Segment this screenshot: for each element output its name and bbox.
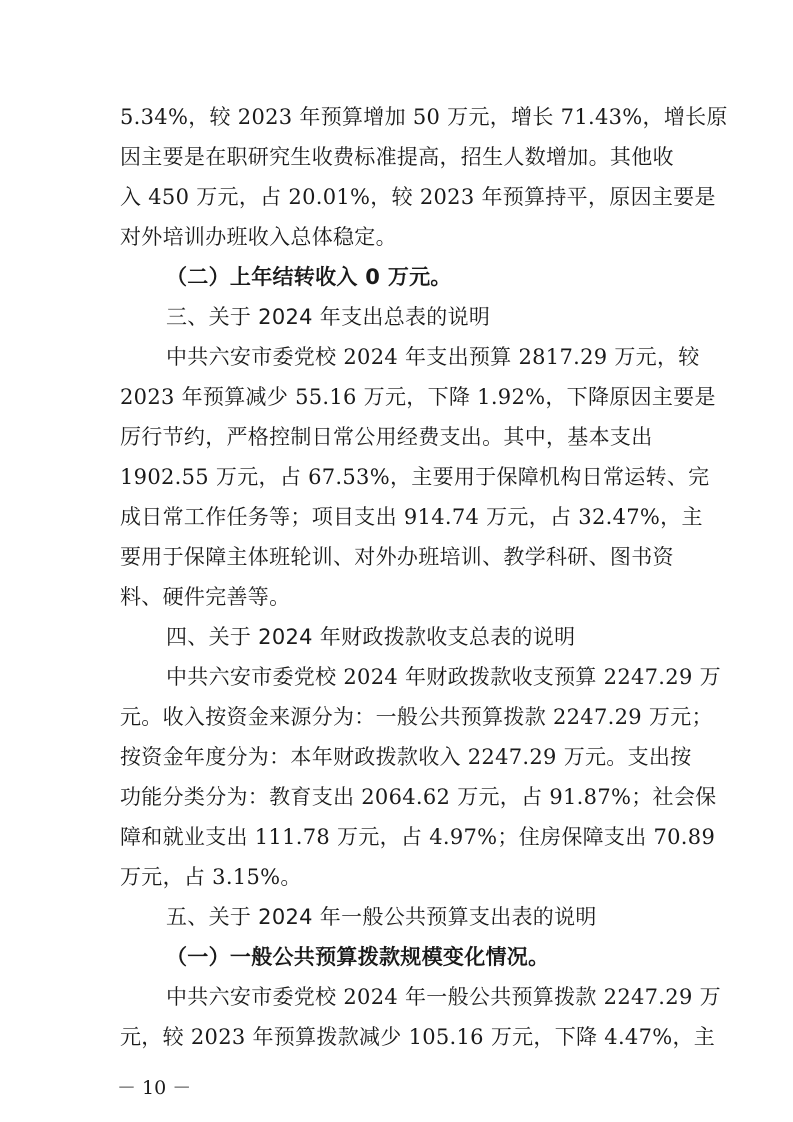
subsection-heading: （二）上年结转收入 0 万元。 (166, 265, 452, 289)
paragraph-line: 厉行节约，严格控制日常公用经费支出。其中，基本支出 (120, 425, 653, 449)
paragraph-line: 元。收入按资金来源分为：一般公共预算拨款 2247.29 万元； (120, 705, 713, 729)
paragraph-line: 中共六安市委党校 2024 年支出预算 2817.29 万元，较 (166, 345, 700, 369)
paragraph-line: 对外培训办班收入总体稳定。 (120, 225, 397, 249)
page-number: － 10 － (117, 1077, 192, 1099)
paragraph-line: 成日常工作任务等；项目支出 914.74 万元，占 32.47%，主 (120, 505, 703, 529)
paragraph-line: 料、硬件完善等。 (120, 585, 291, 609)
paragraph-line: 元，较 2023 年预算拨款减少 105.16 万元，下降 4.47%，主 (120, 1025, 716, 1049)
paragraph-line: 要用于保障主体班轮训、对外办班培训、教学科研、图书资 (120, 545, 674, 569)
paragraph-line: 1902.55 万元，占 67.53%，主要用于保障机构日常运转、完 (120, 465, 710, 489)
paragraph-line: 5.34%，较 2023 年预算增加 50 万元，增长 71.43%，增长原 (120, 105, 728, 129)
paragraph-line: 中共六安市委党校 2024 年财政拨款收支预算 2247.29 万 (166, 665, 721, 689)
paragraph-line: 障和就业支出 111.78 万元，占 4.97%；住房保障支出 70.89 (120, 825, 716, 849)
section-heading: 五、关于 2024 年一般公共预算支出表的说明 (166, 905, 597, 929)
section-heading: 三、关于 2024 年支出总表的说明 (166, 305, 491, 329)
paragraph-line: 因主要是在职研究生收费标准提高，招生人数增加。其他收 (120, 145, 674, 169)
subsection-heading: （一）一般公共预算拨款规模变化情况。 (166, 945, 550, 969)
paragraph-line: 万元，占 3.15%。 (120, 865, 302, 889)
paragraph-line: 2023 年预算减少 55.16 万元，下降 1.92%，下降原因主要是 (120, 385, 716, 409)
paragraph-line: 入 450 万元，占 20.01%，较 2023 年预算持平，原因主要是 (120, 185, 716, 209)
section-heading: 四、关于 2024 年财政拨款收支总表的说明 (166, 625, 576, 649)
paragraph-line: 按资金年度分为：本年财政拨款收入 2247.29 万元。支出按 (120, 745, 692, 769)
paragraph-line: 中共六安市委党校 2024 年一般公共预算拨款 2247.29 万 (166, 985, 721, 1009)
paragraph-line: 功能分类分为：教育支出 2064.62 万元，占 91.87%；社会保 (120, 785, 717, 809)
